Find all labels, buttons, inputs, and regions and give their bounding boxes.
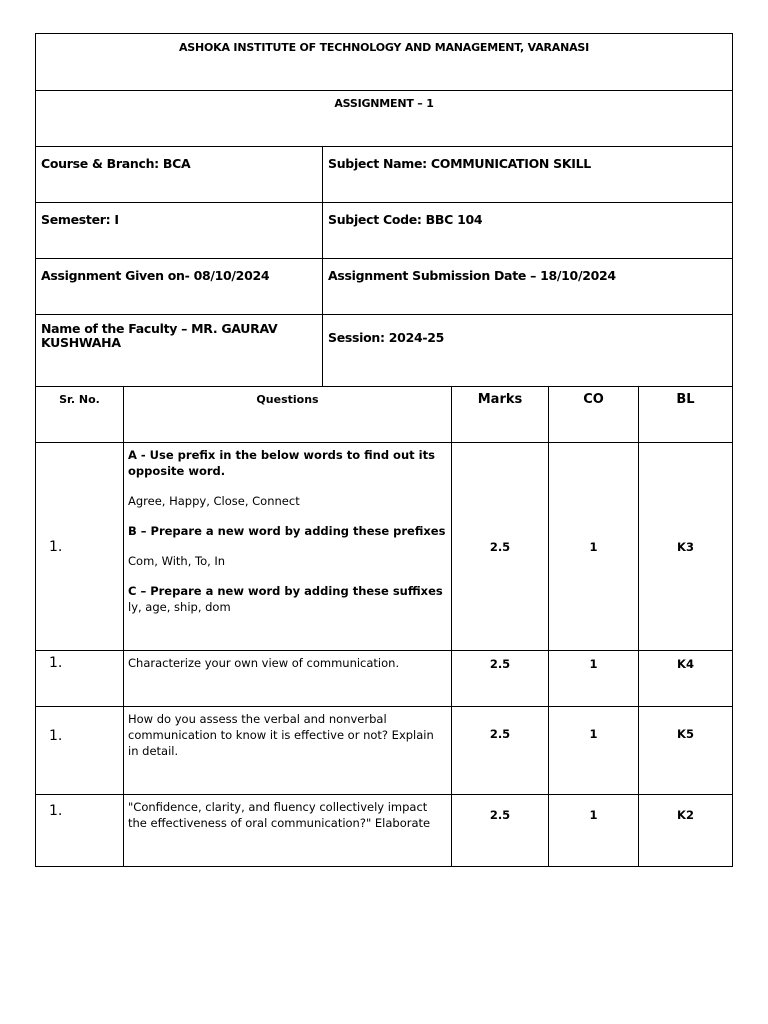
question-part-a: A - Use prefix in the below words to find out its opposite word. <box>128 448 435 478</box>
subject-name: Subject Name: COMMUNICATION SKILL <box>323 147 733 203</box>
sr-no: 1. <box>36 795 124 867</box>
question-part-a-words: Agree, Happy, Close, Connect <box>128 494 300 508</box>
subject-code: Subject Code: BBC 104 <box>323 203 733 259</box>
institute-name: ASHOKA INSTITUTE OF TECHNOLOGY AND MANAGEMENT, VARANASI <box>36 34 733 91</box>
marks: 2.5 <box>452 443 549 651</box>
bl: K5 <box>639 707 733 795</box>
table-row <box>36 795 733 867</box>
session: Session: 2024-25 <box>323 315 733 387</box>
question-cell: "Confidence, clarity, and fluency collectively impact the effectiveness of oral communication?" Elaborate <box>124 795 452 867</box>
header-table <box>35 33 733 387</box>
sr-no: 1. <box>36 443 124 651</box>
col-header-sr-no: Sr. No. <box>36 387 124 443</box>
marks: 2.5 <box>452 651 549 707</box>
co: 1 <box>549 707 639 795</box>
question-part-c-words: ly, age, ship, dom <box>128 600 231 614</box>
co: 1 <box>549 795 639 867</box>
col-header-co: CO <box>549 387 639 443</box>
table-row <box>36 707 733 795</box>
question-part-b: B – Prepare a new word by adding these prefixes <box>128 524 446 538</box>
marks: 2.5 <box>452 707 549 795</box>
bl: K2 <box>639 795 733 867</box>
submission-date: Assignment Submission Date – 18/10/2024 <box>323 259 733 315</box>
table-row <box>36 443 733 651</box>
sr-no: 1. <box>36 651 124 707</box>
bl: K4 <box>639 651 733 707</box>
question-cell <box>124 443 452 651</box>
assignment-title: ASSIGNMENT – 1 <box>36 91 733 147</box>
questions-table <box>35 386 733 867</box>
question-part-c: C – Prepare a new word by adding these suffixes <box>128 584 443 598</box>
question-part-b-words: Com, With, To, In <box>128 554 226 568</box>
assignment-sheet <box>35 33 732 867</box>
question-cell: How do you assess the verbal and nonverbal communication to know it is effective or not? Explain in detail. <box>124 707 452 795</box>
sr-no: 1. <box>36 707 124 795</box>
col-header-questions: Questions <box>124 387 452 443</box>
co: 1 <box>549 443 639 651</box>
col-header-bl: BL <box>639 387 733 443</box>
question-cell: Characterize your own view of communication. <box>124 651 452 707</box>
semester: Semester: I <box>36 203 323 259</box>
faculty-name: Name of the Faculty – MR. GAURAV KUSHWAHA <box>36 315 323 387</box>
co: 1 <box>549 651 639 707</box>
marks: 2.5 <box>452 795 549 867</box>
assignment-given-on: Assignment Given on- 08/10/2024 <box>36 259 323 315</box>
bl: K3 <box>639 443 733 651</box>
col-header-marks: Marks <box>452 387 549 443</box>
table-row <box>36 651 733 707</box>
course-branch: Course & Branch: BCA <box>36 147 323 203</box>
